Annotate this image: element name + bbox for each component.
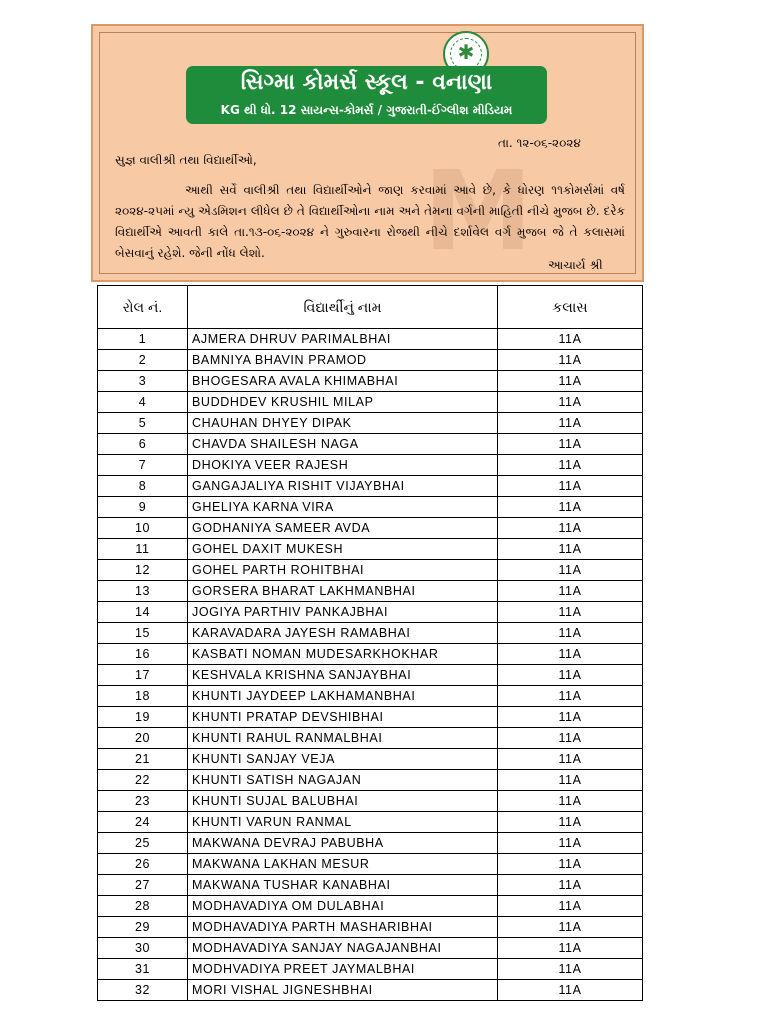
table-row	[98, 938, 643, 959]
name-cell: JOGIYA PARTHIV PANKAJBHAI	[188, 602, 498, 623]
class-cell: 11A	[498, 413, 643, 434]
class-cell: 11A	[498, 917, 643, 938]
class-cell: 11A	[498, 959, 643, 980]
roll-cell: 12	[98, 560, 188, 581]
table-row	[98, 413, 643, 434]
class-cell: 11A	[498, 938, 643, 959]
class-cell: 11A	[498, 875, 643, 896]
class-cell: 11A	[498, 329, 643, 350]
table-row	[98, 581, 643, 602]
roll-cell: 24	[98, 812, 188, 833]
name-cell: KHUNTI PRATAP DEVSHIBHAI	[188, 707, 498, 728]
roll-cell: 3	[98, 371, 188, 392]
roll-cell: 7	[98, 455, 188, 476]
roll-cell: 18	[98, 686, 188, 707]
class-cell: 11A	[498, 791, 643, 812]
name-cell: GHELIYA KARNA VIRA	[188, 497, 498, 518]
name-cell: KHUNTI SATISH NAGAJAN	[188, 770, 498, 791]
name-cell: KHUNTI JAYDEEP LAKHAMANBHAI	[188, 686, 498, 707]
roll-cell: 13	[98, 581, 188, 602]
class-cell: 11A	[498, 770, 643, 791]
watermark-logo: M	[423, 147, 533, 275]
class-cell: 11A	[498, 623, 643, 644]
roll-cell: 26	[98, 854, 188, 875]
notice-signature: આચાર્ય શ્રી	[548, 258, 603, 272]
class-cell: 11A	[498, 812, 643, 833]
notice-salutation: સુજ્ઞ વાલીશ્રી તથા વિદ્યાર્થીઓ,	[115, 153, 257, 167]
class-cell: 11A	[498, 539, 643, 560]
roll-cell: 19	[98, 707, 188, 728]
class-cell: 11A	[498, 476, 643, 497]
name-cell: KHUNTI RAHUL RANMALBHAI	[188, 728, 498, 749]
name-cell: KHUNTI SANJAY VEJA	[188, 749, 498, 770]
class-cell: 11A	[498, 455, 643, 476]
name-cell: MORI VISHAL JIGNESHBHAI	[188, 980, 498, 1001]
class-cell: 11A	[498, 728, 643, 749]
class-cell: 11A	[498, 854, 643, 875]
roll-cell: 2	[98, 350, 188, 371]
class-cell: 11A	[498, 707, 643, 728]
class-cell: 11A	[498, 896, 643, 917]
table-row	[98, 959, 643, 980]
school-banner	[186, 66, 547, 124]
logo-star-icon: ✱	[457, 40, 475, 64]
roll-cell: 23	[98, 791, 188, 812]
name-cell: GOHEL DAXIT MUKESH	[188, 539, 498, 560]
table-row	[98, 791, 643, 812]
column-header-roll: રોલ નં.	[98, 286, 188, 329]
roll-cell: 27	[98, 875, 188, 896]
notice-date: તા. ૧૨-૦૬-૨૦૨૪	[498, 136, 581, 150]
class-cell: 11A	[498, 434, 643, 455]
class-cell: 11A	[498, 665, 643, 686]
class-cell: 11A	[498, 392, 643, 413]
class-cell: 11A	[498, 833, 643, 854]
table-row	[98, 980, 643, 1001]
class-cell: 11A	[498, 560, 643, 581]
table-row	[98, 833, 643, 854]
table-header-row	[98, 286, 643, 329]
roll-cell: 14	[98, 602, 188, 623]
table-row	[98, 329, 643, 350]
name-cell: DHOKIYA VEER RAJESH	[188, 455, 498, 476]
roll-cell: 9	[98, 497, 188, 518]
student-roster-table	[97, 285, 643, 1001]
table-row	[98, 602, 643, 623]
class-cell: 11A	[498, 350, 643, 371]
roll-cell: 1	[98, 329, 188, 350]
name-cell: KHUNTI SUJAL BALUBHAI	[188, 791, 498, 812]
table-row	[98, 686, 643, 707]
table-row	[98, 644, 643, 665]
table-row	[98, 350, 643, 371]
table-row	[98, 497, 643, 518]
table-row	[98, 665, 643, 686]
table-row	[98, 707, 643, 728]
roll-cell: 28	[98, 896, 188, 917]
name-cell: CHAUHAN DHYEY DIPAK	[188, 413, 498, 434]
table-row	[98, 371, 643, 392]
name-cell: MODHAVADIYA PARTH MASHARIBHAI	[188, 917, 498, 938]
roll-cell: 21	[98, 749, 188, 770]
class-cell: 11A	[498, 497, 643, 518]
table-row	[98, 812, 643, 833]
name-cell: BAMNIYA BHAVIN PRAMOD	[188, 350, 498, 371]
name-cell: MAKWANA LAKHAN MESUR	[188, 854, 498, 875]
school-tagline: KG થી ધો. 12 સાયન્સ-કોમર્સ / ગુજરાતી-ઈંગ્લીશ મીડિયમ	[220, 103, 513, 117]
column-header-class: કલાસ	[498, 286, 643, 329]
roll-cell: 32	[98, 980, 188, 1001]
name-cell: MODHVADIYA PREET JAYMALBHAI	[188, 959, 498, 980]
name-cell: CHAVDA SHAILESH NAGA	[188, 434, 498, 455]
class-cell: 11A	[498, 686, 643, 707]
table-row	[98, 518, 643, 539]
class-cell: 11A	[498, 518, 643, 539]
table-row	[98, 749, 643, 770]
roll-cell: 22	[98, 770, 188, 791]
roll-cell: 16	[98, 644, 188, 665]
table-row	[98, 392, 643, 413]
table-row	[98, 728, 643, 749]
name-cell: KARAVADARA JAYESH RAMABHAI	[188, 623, 498, 644]
roll-cell: 29	[98, 917, 188, 938]
roll-cell: 5	[98, 413, 188, 434]
notice-body: આથી સર્વે વાલીશ્રી તથા વિદ્યાર્થીઓને જાણ કરવામાં આવે છે, કે ધોરણ ૧૧કોમર્સમાં વર્ષ ૨૦૨૪-૨૫માં ન્યુ એડમિશન લીધેલ છે તે વિદ્યાર્થીઓના નામ અને તેમના વર્ગની માહિતી નીચે મુજબ છે. દરેક વિદ્યાર્થીએ આવતી કાલે તા.૧૩-૦૬-૨૦૨૪ ને ગુરુવારના રોજથી નીચે દર્શાવેલ વર્ગ મુજબ જે તે કલાસમાં બેસવાનું રહેશે. જેની નોંધ લેશો.	[115, 183, 625, 260]
name-cell: KHUNTI VARUN RANMAL	[188, 812, 498, 833]
roll-cell: 31	[98, 959, 188, 980]
table-row	[98, 623, 643, 644]
roll-cell: 6	[98, 434, 188, 455]
name-cell: MAKWANA TUSHAR KANABHAI	[188, 875, 498, 896]
name-cell: GORSERA BHARAT LAKHMANBHAI	[188, 581, 498, 602]
roll-cell: 10	[98, 518, 188, 539]
table-row	[98, 539, 643, 560]
roll-cell: 30	[98, 938, 188, 959]
table-row	[98, 917, 643, 938]
roll-cell: 15	[98, 623, 188, 644]
roll-cell: 17	[98, 665, 188, 686]
class-cell: 11A	[498, 980, 643, 1001]
table-row	[98, 854, 643, 875]
roll-cell: 25	[98, 833, 188, 854]
class-cell: 11A	[498, 581, 643, 602]
name-cell: MODHAVADIYA OM DULABHAI	[188, 896, 498, 917]
table-row	[98, 476, 643, 497]
class-cell: 11A	[498, 644, 643, 665]
table-row	[98, 560, 643, 581]
name-cell: GOHEL PARTH ROHITBHAI	[188, 560, 498, 581]
school-name: સિગ્મા કોમર્સ સ્કૂલ - વનાણા	[240, 70, 493, 95]
class-cell: 11A	[498, 602, 643, 623]
class-cell: 11A	[498, 749, 643, 770]
table-row	[98, 455, 643, 476]
column-header-name: વિદ્યાર્થીનું નામ	[188, 286, 498, 329]
name-cell: BHOGESARA AVALA KHIMABHAI	[188, 371, 498, 392]
table-row	[98, 434, 643, 455]
roll-cell: 8	[98, 476, 188, 497]
roll-cell: 20	[98, 728, 188, 749]
name-cell: BUDDHDEV KRUSHIL MILAP	[188, 392, 498, 413]
name-cell: GANGAJALIYA RISHIT VIJAYBHAI	[188, 476, 498, 497]
table-body	[98, 329, 643, 1001]
name-cell: AJMERA DHRUV PARIMALBHAI	[188, 329, 498, 350]
name-cell: MODHAVADIYA SANJAY NAGAJANBHAI	[188, 938, 498, 959]
name-cell: MAKWANA DEVRAJ PABUBHA	[188, 833, 498, 854]
name-cell: KASBATI NOMAN MUDESARKHOKHAR	[188, 644, 498, 665]
table-row	[98, 896, 643, 917]
class-cell: 11A	[498, 371, 643, 392]
roll-cell: 4	[98, 392, 188, 413]
table-row	[98, 770, 643, 791]
table-row	[98, 875, 643, 896]
roll-cell: 11	[98, 539, 188, 560]
name-cell: KESHVALA KRISHNA SANJAYBHAI	[188, 665, 498, 686]
name-cell: GODHANIYA SAMEER AVDA	[188, 518, 498, 539]
